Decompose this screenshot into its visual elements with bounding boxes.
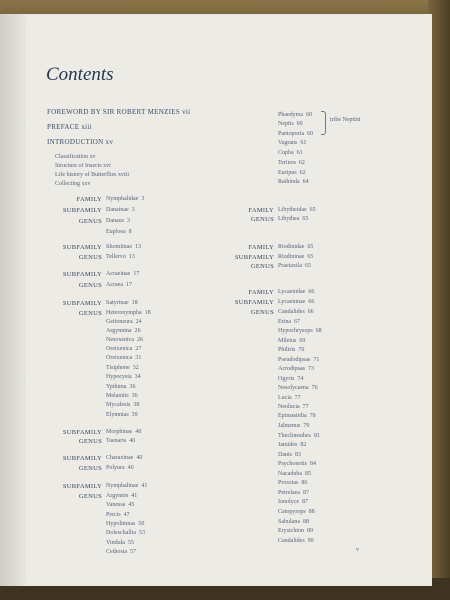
entry-name: Oreixenica bbox=[106, 355, 133, 361]
entry-page: 71 bbox=[313, 357, 320, 363]
entry-page: 66 bbox=[308, 299, 315, 305]
entry-page: 66 bbox=[308, 289, 315, 295]
index-entry bbox=[278, 452, 301, 459]
entry-page: 83 bbox=[295, 452, 301, 458]
entry-name: Miletus bbox=[278, 338, 297, 344]
index-entry bbox=[278, 150, 303, 157]
index-entry bbox=[278, 480, 307, 487]
index-entry bbox=[106, 300, 138, 307]
index-entry bbox=[278, 395, 301, 402]
index-entry bbox=[278, 309, 314, 316]
index-entry bbox=[278, 112, 312, 119]
index-entry bbox=[106, 319, 142, 326]
entry-name: Epimastidia bbox=[278, 413, 307, 419]
entry-name: Geitoneura bbox=[106, 319, 133, 325]
index-entry bbox=[106, 402, 139, 409]
entry-name: Prosotas bbox=[278, 480, 299, 486]
index-entry bbox=[278, 509, 315, 516]
entry-name: Vindula bbox=[106, 540, 125, 546]
rank-label: GENUS bbox=[78, 254, 102, 261]
entry-name: Philiris bbox=[278, 347, 296, 353]
rank-label: GENUS bbox=[78, 465, 102, 472]
rank-label: SUBFAMILY bbox=[62, 455, 102, 462]
entry-name: Nymphalinae bbox=[106, 483, 139, 489]
entry-page: 47 bbox=[123, 512, 130, 518]
entry-name: Nesoxenica bbox=[106, 337, 134, 343]
entry-name: Neptis bbox=[278, 121, 294, 127]
entry-name: Heteronympha bbox=[106, 310, 142, 316]
intro-item: Classification xv bbox=[55, 154, 96, 160]
index-entry bbox=[106, 218, 130, 225]
entry-name: Psychonotis bbox=[278, 461, 308, 467]
index-entry bbox=[278, 179, 309, 186]
intro-item: Collecting xxv bbox=[55, 181, 91, 187]
entry-page: 90 bbox=[307, 538, 314, 544]
tribe-note: tribe Neptini bbox=[330, 117, 361, 123]
page-mark: v bbox=[356, 547, 359, 553]
index-entry bbox=[278, 216, 308, 223]
entry-page: 18 bbox=[131, 300, 138, 306]
entry-name: Danainae bbox=[106, 207, 129, 213]
entry-page: 82 bbox=[300, 442, 307, 448]
entry-name: Danaus bbox=[106, 218, 124, 224]
entry-page: 60 bbox=[306, 112, 312, 118]
rank-label: GENUS bbox=[250, 309, 274, 316]
index-entry bbox=[106, 438, 135, 445]
entry-page: 17 bbox=[125, 282, 132, 288]
entry-name: Mycalesis bbox=[106, 402, 131, 408]
entry-name: Praetaxila bbox=[278, 263, 302, 269]
index-entry bbox=[106, 521, 144, 528]
entry-page: 8 bbox=[128, 229, 132, 235]
entry-name: Terinos bbox=[278, 160, 296, 166]
entry-page: 41 bbox=[141, 483, 148, 489]
entry-page: 81 bbox=[314, 433, 320, 439]
index-entry bbox=[106, 493, 137, 500]
entry-page: 68 bbox=[315, 328, 322, 334]
entry-name: Ypthima bbox=[106, 384, 127, 390]
index-entry bbox=[278, 461, 316, 468]
entry-page: 65 bbox=[307, 244, 314, 250]
entry-name: Lycaeninae bbox=[278, 299, 306, 305]
index-entry bbox=[106, 207, 135, 214]
rank-label: SUBFAMILY bbox=[62, 300, 102, 307]
index-entry bbox=[106, 355, 141, 362]
entry-name: Cupha bbox=[278, 150, 294, 156]
index-entry bbox=[278, 519, 309, 526]
entry-name: Tellervo bbox=[106, 254, 126, 260]
entry-name: Vagrans bbox=[278, 140, 298, 146]
entry-name: Catopyrops bbox=[278, 509, 306, 515]
entry-page: 88 bbox=[308, 509, 315, 515]
entry-name: Theclinesthes bbox=[278, 433, 311, 439]
entry-page: 18 bbox=[144, 310, 151, 316]
entry-name: Charaxinae bbox=[106, 455, 134, 461]
index-entry bbox=[106, 384, 135, 391]
index-entry bbox=[278, 376, 303, 383]
index-entry bbox=[278, 423, 309, 430]
entry-page: 87 bbox=[302, 499, 308, 505]
index-entry bbox=[106, 374, 141, 381]
entry-page: 65 bbox=[302, 216, 309, 222]
entry-name: Taenaris bbox=[106, 438, 127, 444]
entry-name: Precis bbox=[106, 512, 121, 518]
entry-name: Neolucia bbox=[278, 404, 300, 410]
entry-page: 62 bbox=[298, 160, 305, 166]
entry-page: 77 bbox=[294, 395, 301, 401]
index-entry bbox=[278, 121, 303, 128]
rank-label: SUBFAMILY bbox=[62, 207, 102, 214]
index-entry bbox=[106, 196, 144, 203]
index-entry bbox=[278, 131, 313, 138]
rank-label: SUBFAMILY bbox=[62, 429, 102, 436]
entry-name: Euploea bbox=[106, 229, 126, 235]
index-entry bbox=[278, 160, 305, 167]
index-entry bbox=[106, 346, 141, 353]
entry-name: Hypocysta bbox=[106, 374, 132, 380]
rank-label: SUBFAMILY bbox=[62, 271, 102, 278]
entry-page: 73 bbox=[308, 366, 314, 372]
front-matter-introduction: INTRODUCTION xv bbox=[47, 138, 114, 146]
entry-page: 40 bbox=[136, 455, 143, 461]
entry-page: 32 bbox=[132, 365, 139, 371]
index-entry bbox=[106, 365, 139, 372]
index-entry bbox=[106, 502, 134, 509]
entry-page: 78 bbox=[309, 413, 316, 419]
rank-label: GENUS bbox=[78, 218, 102, 225]
index-entry bbox=[106, 310, 151, 317]
entry-name: Polyura bbox=[106, 465, 125, 471]
entry-page: 66 bbox=[307, 309, 314, 315]
entry-page: 65 bbox=[305, 263, 311, 269]
entry-page: 3 bbox=[131, 207, 135, 213]
entry-name: Libythea bbox=[278, 216, 300, 222]
rank-label: GENUS bbox=[250, 216, 274, 223]
entry-page: 26 bbox=[137, 337, 143, 343]
entry-name: Oreixenica bbox=[106, 346, 133, 352]
index-entry bbox=[106, 540, 134, 547]
entry-name: Pseudodipsas bbox=[278, 357, 311, 363]
entry-name: Hypolimnas bbox=[106, 521, 136, 527]
page-title: Contents bbox=[46, 64, 114, 85]
index-entry bbox=[278, 433, 320, 440]
entry-name: Elymnias bbox=[106, 412, 129, 418]
rank-label: SUBFAMILY bbox=[62, 244, 102, 251]
entry-name: Riodinidae bbox=[278, 244, 305, 250]
entry-page: 31 bbox=[135, 355, 142, 361]
index-entry bbox=[106, 549, 136, 556]
entry-name: Pantoporia bbox=[278, 131, 304, 137]
entry-name: Riodininae bbox=[278, 254, 305, 260]
entry-name: Lycaenidae bbox=[278, 289, 306, 295]
entry-page: 69 bbox=[299, 338, 306, 344]
entry-name: Candalides bbox=[278, 538, 305, 544]
entry-page: 65 bbox=[309, 207, 316, 213]
index-entry bbox=[106, 271, 139, 278]
entry-name: Acraea bbox=[106, 282, 123, 288]
index-entry bbox=[278, 538, 314, 545]
index-entry bbox=[106, 429, 141, 436]
entry-page: 67 bbox=[294, 319, 300, 325]
index-entry bbox=[106, 229, 132, 236]
rank-label: GENUS bbox=[78, 282, 102, 289]
index-entry bbox=[278, 328, 322, 335]
contents-page bbox=[0, 14, 432, 586]
entry-page: 79 bbox=[303, 423, 310, 429]
entry-page: 40 bbox=[127, 465, 134, 471]
entry-name: Ithomiinae bbox=[106, 244, 132, 250]
index-entry bbox=[278, 404, 309, 411]
index-entry bbox=[278, 207, 316, 214]
entry-page: 26 bbox=[134, 328, 141, 334]
entry-name: Jamides bbox=[278, 442, 298, 448]
entry-page: 13 bbox=[128, 254, 135, 260]
entry-page: 84 bbox=[310, 461, 317, 467]
entry-name: Ogyris bbox=[278, 376, 295, 382]
entry-page: 40 bbox=[135, 429, 142, 435]
tribe-brace bbox=[321, 111, 326, 135]
index-entry bbox=[278, 471, 311, 478]
entry-page: 27 bbox=[135, 346, 142, 352]
entry-page: 64 bbox=[302, 179, 309, 185]
index-entry bbox=[278, 319, 300, 326]
rank-label: GENUS bbox=[78, 493, 102, 500]
rank-label: GENUS bbox=[250, 263, 274, 270]
entry-name: Nacaduba bbox=[278, 471, 302, 477]
index-entry bbox=[278, 528, 313, 535]
entry-page: 61 bbox=[296, 150, 303, 156]
entry-name: Euripus bbox=[278, 170, 297, 176]
entry-name: Erysichton bbox=[278, 528, 304, 534]
entry-name: Phaedyma bbox=[278, 112, 303, 118]
entry-page: 13 bbox=[135, 244, 141, 250]
rank-label: SUBFAMILY bbox=[234, 254, 274, 261]
entry-page: 88 bbox=[303, 519, 309, 525]
index-entry bbox=[106, 483, 147, 490]
index-entry bbox=[106, 337, 143, 344]
entry-page: 61 bbox=[300, 140, 307, 146]
index-entry bbox=[278, 289, 314, 296]
entry-name: Sahulana bbox=[278, 519, 300, 525]
rank-label: FAMILY bbox=[248, 207, 274, 214]
entry-page: 36 bbox=[129, 384, 136, 390]
rank-label: SUBFAMILY bbox=[234, 299, 274, 306]
index-entry bbox=[278, 299, 314, 306]
rank-label: FAMILY bbox=[248, 289, 274, 296]
index-entry bbox=[278, 499, 308, 506]
index-entry bbox=[278, 263, 311, 270]
index-entry bbox=[106, 465, 134, 472]
entry-page: 76 bbox=[311, 385, 318, 391]
entry-name: Candalides bbox=[278, 309, 305, 315]
entry-page: 39 bbox=[131, 412, 138, 418]
entry-name: Acraeinae bbox=[106, 271, 131, 277]
index-entry bbox=[278, 170, 306, 177]
entry-page: 65 bbox=[307, 254, 314, 260]
rank-label: FAMILY bbox=[76, 196, 102, 203]
front-matter-preface: PREFACE xiii bbox=[47, 123, 92, 131]
rank-label: FAMILY bbox=[248, 244, 274, 251]
rank-label: GENUS bbox=[78, 310, 102, 317]
entry-page: 86 bbox=[301, 480, 308, 486]
entry-page: 70 bbox=[298, 347, 305, 353]
entry-page: 62 bbox=[299, 170, 306, 176]
index-entry bbox=[106, 512, 130, 519]
index-entry bbox=[106, 282, 132, 289]
index-entry bbox=[278, 357, 319, 364]
entry-page: 77 bbox=[302, 404, 309, 410]
entry-page: 3 bbox=[141, 196, 145, 202]
index-entry bbox=[278, 254, 313, 261]
entry-page: 17 bbox=[133, 271, 140, 277]
index-entry bbox=[278, 366, 314, 373]
entry-page: 45 bbox=[128, 502, 135, 508]
index-entry bbox=[106, 328, 141, 335]
index-entry bbox=[106, 530, 145, 537]
entry-page: 41 bbox=[131, 493, 138, 499]
entry-page: 57 bbox=[130, 549, 136, 555]
entry-name: Vanessa bbox=[106, 502, 126, 508]
entry-page: 74 bbox=[297, 376, 304, 382]
entry-page: 60 bbox=[296, 121, 303, 127]
entry-name: Hypochrysops bbox=[278, 328, 313, 334]
entry-page: 89 bbox=[307, 528, 313, 534]
entry-name: Jalmenus bbox=[278, 423, 301, 429]
index-entry bbox=[278, 244, 313, 251]
entry-page: 38 bbox=[133, 402, 140, 408]
entry-name: Petrelaea bbox=[278, 490, 300, 496]
entry-name: Morphinae bbox=[106, 429, 133, 435]
entry-name: Lucia bbox=[278, 395, 292, 401]
entry-name: Argynnina bbox=[106, 328, 132, 334]
entry-name: Doleschallia bbox=[106, 530, 136, 536]
index-entry bbox=[106, 244, 141, 251]
entry-page: 85 bbox=[305, 471, 311, 477]
entry-name: Acrodipsas bbox=[278, 366, 305, 372]
entry-name: Danis bbox=[278, 452, 292, 458]
index-entry bbox=[106, 412, 138, 419]
index-entry bbox=[278, 413, 316, 420]
front-matter-foreword: FOREWORD BY SIR ROBERT MENZIES vii bbox=[47, 108, 191, 116]
entry-page: 87 bbox=[302, 490, 309, 496]
entry-page: 24 bbox=[135, 319, 142, 325]
entry-page: 53 bbox=[139, 530, 145, 536]
entry-name: Satyrinae bbox=[106, 300, 129, 306]
entry-page: 34 bbox=[134, 374, 141, 380]
index-entry bbox=[278, 347, 304, 354]
entry-name: Melanitis bbox=[106, 393, 129, 399]
entry-page: 60 bbox=[307, 131, 313, 137]
intro-item: Life history of Butterflies xviii bbox=[55, 172, 129, 178]
rank-label: SUBFAMILY bbox=[62, 483, 102, 490]
entry-name: Ionolyce bbox=[278, 499, 299, 505]
entry-page: 36 bbox=[131, 393, 138, 399]
index-entry bbox=[106, 254, 135, 261]
entry-name: Rathinda bbox=[278, 179, 300, 185]
intro-item: Structure of Insects xvi bbox=[55, 163, 111, 169]
entry-page: 55 bbox=[127, 540, 134, 546]
entry-page: 40 bbox=[129, 438, 136, 444]
entry-name: Cethosia bbox=[106, 549, 127, 555]
index-entry bbox=[278, 385, 318, 392]
index-entry bbox=[106, 455, 142, 462]
index-entry bbox=[278, 338, 305, 345]
index-entry bbox=[278, 140, 306, 147]
entry-page: 50 bbox=[138, 521, 145, 527]
rank-label: GENUS bbox=[78, 438, 102, 445]
entry-name: Argynnis bbox=[106, 493, 129, 499]
index-entry bbox=[106, 393, 138, 400]
entry-name: Tisiphone bbox=[106, 365, 130, 371]
entry-name: Libytheidae bbox=[278, 207, 307, 213]
index-entry bbox=[278, 442, 306, 449]
entry-page: 3 bbox=[127, 218, 130, 224]
index-entry bbox=[278, 490, 309, 497]
page-gutter bbox=[0, 14, 26, 586]
entry-name: Nesolycaena bbox=[278, 385, 309, 391]
entry-name: Erina bbox=[278, 319, 291, 325]
entry-name: Nymphalidae bbox=[106, 196, 139, 202]
